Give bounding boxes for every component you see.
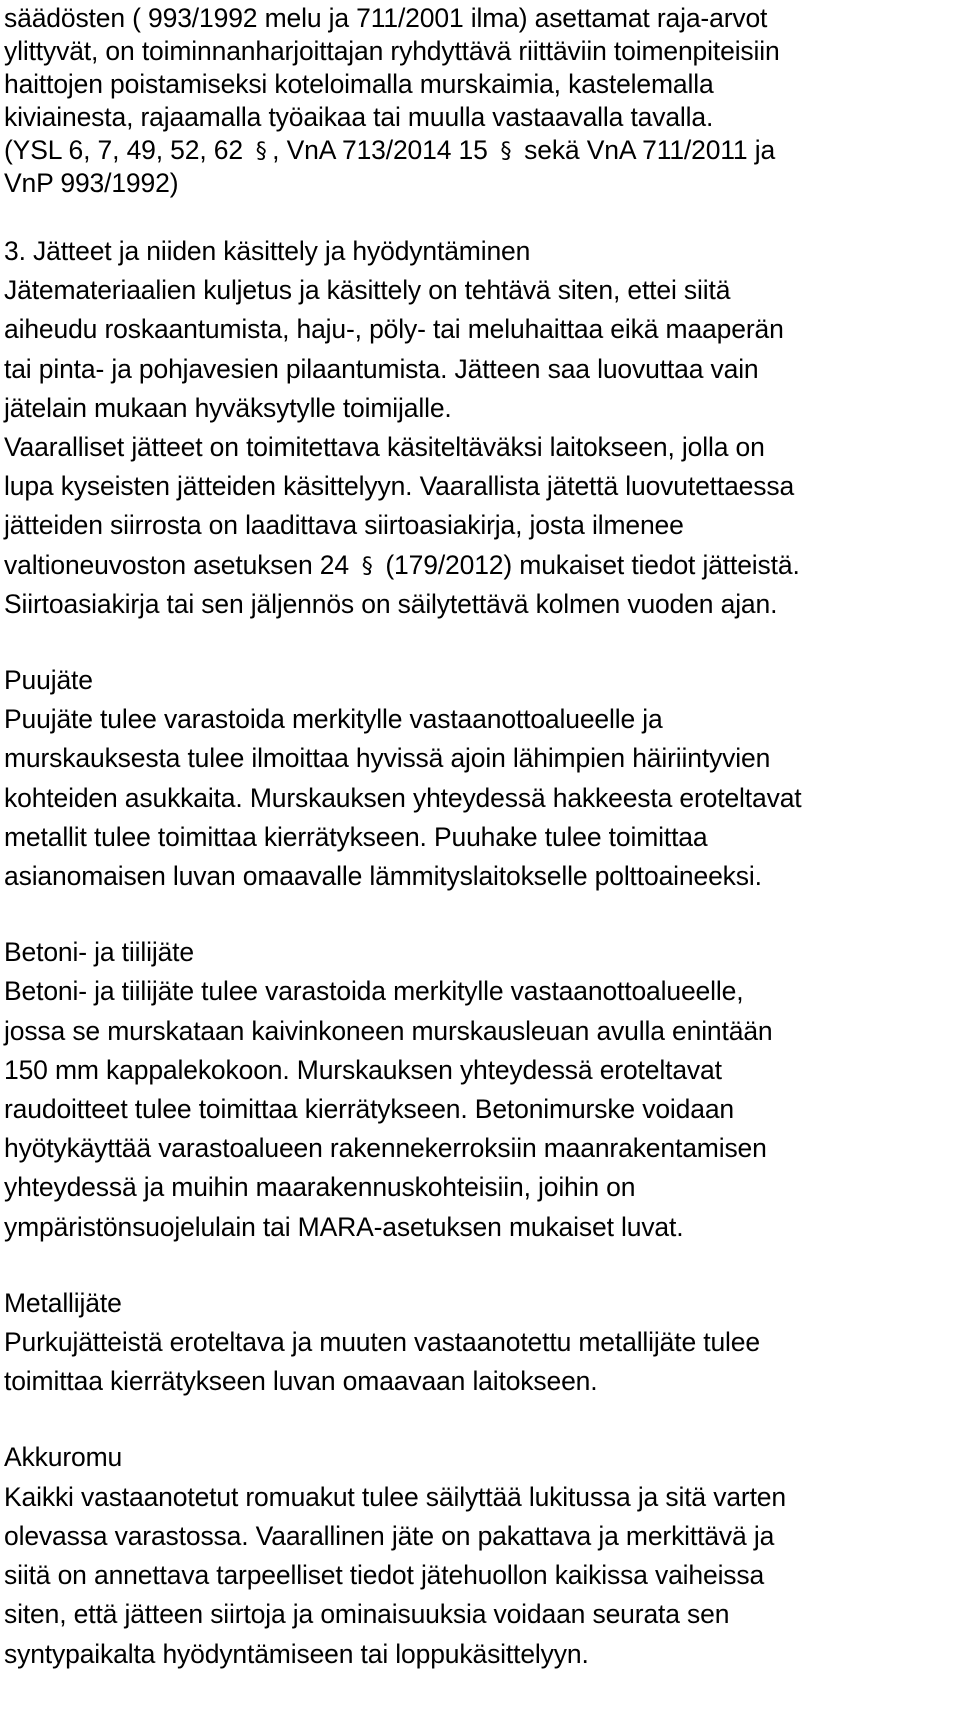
intro-line: säädösten ( 993/1992 melu ja 711/2001 ilma) asettamat raja-arvot: [4, 3, 768, 33]
section-betoni-tiilijate: [4, 933, 956, 1247]
paragraph-line: asianomaisen luvan omaavalle lämmityslaitokselle polttoaineeksi.: [4, 861, 762, 892]
ref-part: (179/2012) mukaiset tiedot jätteistä.: [378, 549, 800, 580]
paragraph-line: raudoitteet tulee toimittaa kierrätykseen. Betonimurske voidaan: [4, 1094, 735, 1125]
section-3: [4, 232, 956, 624]
section-heading: Metallijäte: [4, 1287, 122, 1318]
document-page: [4, 2, 956, 1674]
section-heading: Akkuromu: [4, 1442, 123, 1473]
paragraph-line: jätteiden siirrosta on laadittava siirtoasiakirja, josta ilmenee: [4, 510, 684, 541]
paragraph-line: aiheudu roskaantumista, haju-, pöly- tai meluhaittaa eikä maaperän: [4, 314, 784, 345]
intro-ref-part: (YSL 6, 7, 49, 52, 62: [4, 135, 251, 165]
paragraph-line: Betoni- ja tiilijäte tulee varastoida merkitylle vastaanottoalueelle,: [4, 976, 744, 1007]
paragraph-line: toimittaa kierrätykseen luvan omaavaan laitokseen.: [4, 1366, 598, 1397]
intro-paragraph: [4, 2, 956, 200]
paragraph-line: Purkujätteistä eroteltava ja muuten vastaanotettu metallijäte tulee: [4, 1327, 760, 1358]
paragraph-line: tai pinta- ja pohjavesien pilaantumista. Jätteen saa luovuttaa vain: [4, 353, 759, 384]
paragraph-line: 150 mm kappalekokoon. Murskauksen yhteydessä eroteltavat: [4, 1054, 722, 1085]
paragraph-line: jossa se murskataan kaivinkoneen murskausleuan avulla enintään: [4, 1015, 773, 1046]
section-heading: Betoni- ja tiilijäte: [4, 937, 194, 968]
paragraph-line: syntypaikalta hyödyntämiseen tai loppukäsittelyyn.: [4, 1638, 589, 1669]
paragraph-line: lupa kyseisten jätteiden käsittelyyn. Vaarallista jätettä luovutettaessa: [4, 471, 795, 502]
paragraph-line: Puujäte tulee varastoida merkitylle vastaanottoalueelle ja: [4, 704, 663, 735]
section-metallijate: [4, 1284, 956, 1402]
section-puujate: [4, 661, 956, 896]
paragraph-line: Siirtoasiakirja tai sen jäljennös on säilytettävä kolmen vuoden ajan.: [4, 588, 778, 619]
section-heading: 3. Jätteet ja niiden käsittely ja hyödyntäminen: [4, 236, 531, 266]
intro-line: ylittyvät, on toiminnanharjoittajan ryhdyttävä riittäviin toimenpiteisiin: [4, 36, 780, 66]
paragraph-line: kohteiden asukkaita. Murskauksen yhteydessä hakkeesta eroteltavat: [4, 782, 802, 813]
paragraph-line: yhteydessä ja muihin maarakennuskohteisiin, joihin on: [4, 1172, 636, 1203]
paragraph-line: murskauksesta tulee ilmoittaa hyvissä ajoin lähimpien häiriintyvien: [4, 743, 771, 774]
section-sign-icon: §: [255, 139, 267, 164]
intro-ref-part: sekä VnA 711/2011 ja: [516, 135, 776, 165]
paragraph-line: siten, että jätteen siirtoja ja ominaisuuksia voidaan seurata sen: [4, 1599, 730, 1630]
paragraph-line: metallit tulee toimittaa kierrätykseen. Puuhake tulee toimittaa: [4, 821, 708, 852]
ref-part: valtioneuvoston asetuksen 24: [4, 549, 357, 580]
section-sign-icon: §: [500, 139, 512, 164]
paragraph-line: jätelain mukaan hyväksytylle toimijalle.: [4, 392, 452, 423]
paragraph-line: hyötykäyttää varastoalueen rakennekerroksiin maanrakentamisen: [4, 1133, 767, 1164]
paragraph-line: Jätemateriaalien kuljetus ja käsittely on tehtävä siten, ettei siitä: [4, 275, 731, 306]
section-sign-icon: §: [361, 553, 373, 579]
paragraph-line: Vaaralliset jätteet on toimitettava käsiteltäväksi laitokseen, jolla on: [4, 432, 765, 463]
intro-line: haittojen poistamiseksi koteloimalla murskaimia, kastelemalla: [4, 69, 714, 99]
intro-line: VnP 993/1992): [4, 168, 179, 198]
paragraph-reference-line: [4, 546, 956, 585]
section-heading: Puujäte: [4, 665, 93, 696]
intro-line: kiviainesta, rajaamalla työaikaa tai muulla vastaavalla tavalla.: [4, 102, 714, 132]
intro-reference-line: [4, 134, 956, 167]
paragraph-line: Kaikki vastaanotetut romuakut tulee säilyttää lukitussa ja sitä varten: [4, 1481, 786, 1512]
section-akkuromu: [4, 1438, 956, 1673]
paragraph-line: ympäristönsuojelulain tai MARA-asetuksen mukaiset luvat.: [4, 1211, 684, 1242]
paragraph-line: siitä on annettava tarpeelliset tiedot jätehuollon kaikissa vaiheissa: [4, 1560, 765, 1591]
intro-ref-part: , VnA 713/2014 15: [272, 135, 495, 165]
paragraph-line: olevassa varastossa. Vaarallinen jäte on pakattava ja merkittävä ja: [4, 1520, 775, 1551]
